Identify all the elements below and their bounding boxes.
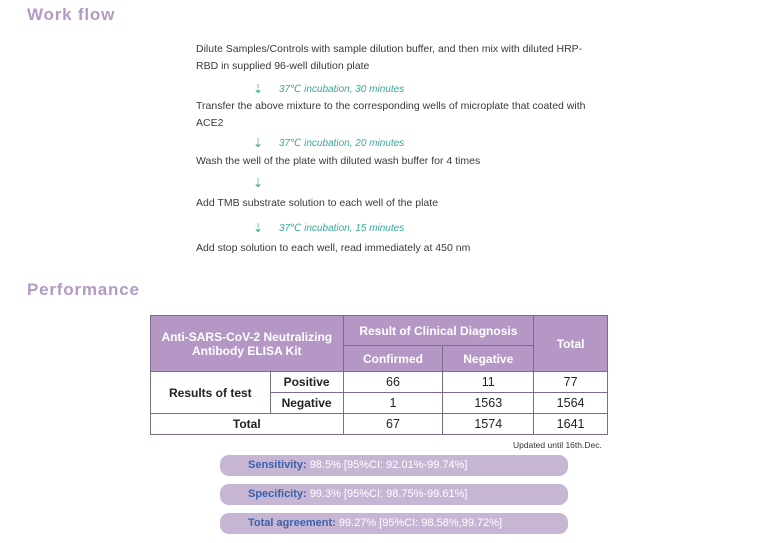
specificity-badge	[220, 484, 568, 505]
sensitivity-badge	[220, 455, 568, 476]
arrow-down-icon: ⇣	[253, 176, 264, 190]
negative-header: Negative	[443, 346, 534, 372]
row-label: Positive	[270, 372, 343, 393]
table-cell: 11	[443, 372, 534, 393]
table-cell: 77	[534, 372, 608, 393]
table-row	[151, 372, 608, 393]
performance-title: Performance	[27, 280, 140, 299]
table-cell: 66	[343, 372, 443, 393]
table-cell: 1564	[534, 393, 608, 414]
stat-label: Sensitivity:	[248, 459, 307, 471]
stat-value: 99.27% [95%CI: 98.58%,99.72%]	[338, 517, 503, 529]
stat-label: Specificity:	[248, 488, 307, 500]
table-cell: 1563	[443, 393, 534, 414]
table-row	[151, 414, 608, 435]
arrow-down-icon: ⇣	[253, 82, 264, 96]
arrow-down-icon: ⇣	[253, 221, 264, 235]
diagnosis-header: Result of Clinical Diagnosis	[343, 316, 534, 346]
arrow-down-icon: ⇣	[253, 136, 264, 150]
incubation-2: ⇣ 37℃ incubation, 20 minutes	[253, 136, 405, 150]
stat-value: 99.3% [95%CI: 98.75%-99.61%]	[309, 488, 468, 500]
performance-table	[150, 315, 608, 435]
total-row-label: Total	[151, 414, 344, 435]
workflow-title: Work flow	[27, 5, 116, 24]
kit-name-header: Anti-SARS-CoV-2 Neutralizing Antibody ELISA Kit	[151, 316, 344, 372]
results-label: Results of test	[151, 372, 271, 414]
workflow-step-2: Transfer the above mixture to the corresponding wells of microplate that coated with ACE2	[196, 100, 586, 129]
updated-note: Updated until 16th.Dec.	[513, 440, 602, 450]
confirmed-header: Confirmed	[343, 346, 443, 372]
workflow-step-3: Wash the well of the plate with diluted wash buffer for 4 times	[196, 155, 481, 167]
table-cell: 1641	[534, 414, 608, 435]
stat-label: Total agreement:	[248, 517, 336, 529]
incubation-3: ⇣ 37℃ incubation, 15 minutes	[253, 221, 405, 235]
total-agreement-badge	[220, 513, 568, 534]
table-cell: 1574	[443, 414, 534, 435]
workflow-step-1: Dilute Samples/Controls with sample dilution buffer, and then mix with diluted HRP-RBD in supplied 96-well dilution plate	[196, 43, 583, 72]
workflow-step-5: Add stop solution to each well, read immediately at 450 nm	[196, 242, 471, 254]
table-cell: 67	[343, 414, 443, 435]
stat-value: 98.5% [95%CI: 92.01%-99.74%]	[309, 459, 468, 471]
workflow-step-4: Add TMB substrate solution to each well of the plate	[196, 197, 439, 209]
row-label: Negative	[270, 393, 343, 414]
incubation-1: ⇣ 37℃ incubation, 30 minutes	[253, 82, 405, 96]
total-header: Total	[534, 316, 608, 372]
table-cell: 1	[343, 393, 443, 414]
